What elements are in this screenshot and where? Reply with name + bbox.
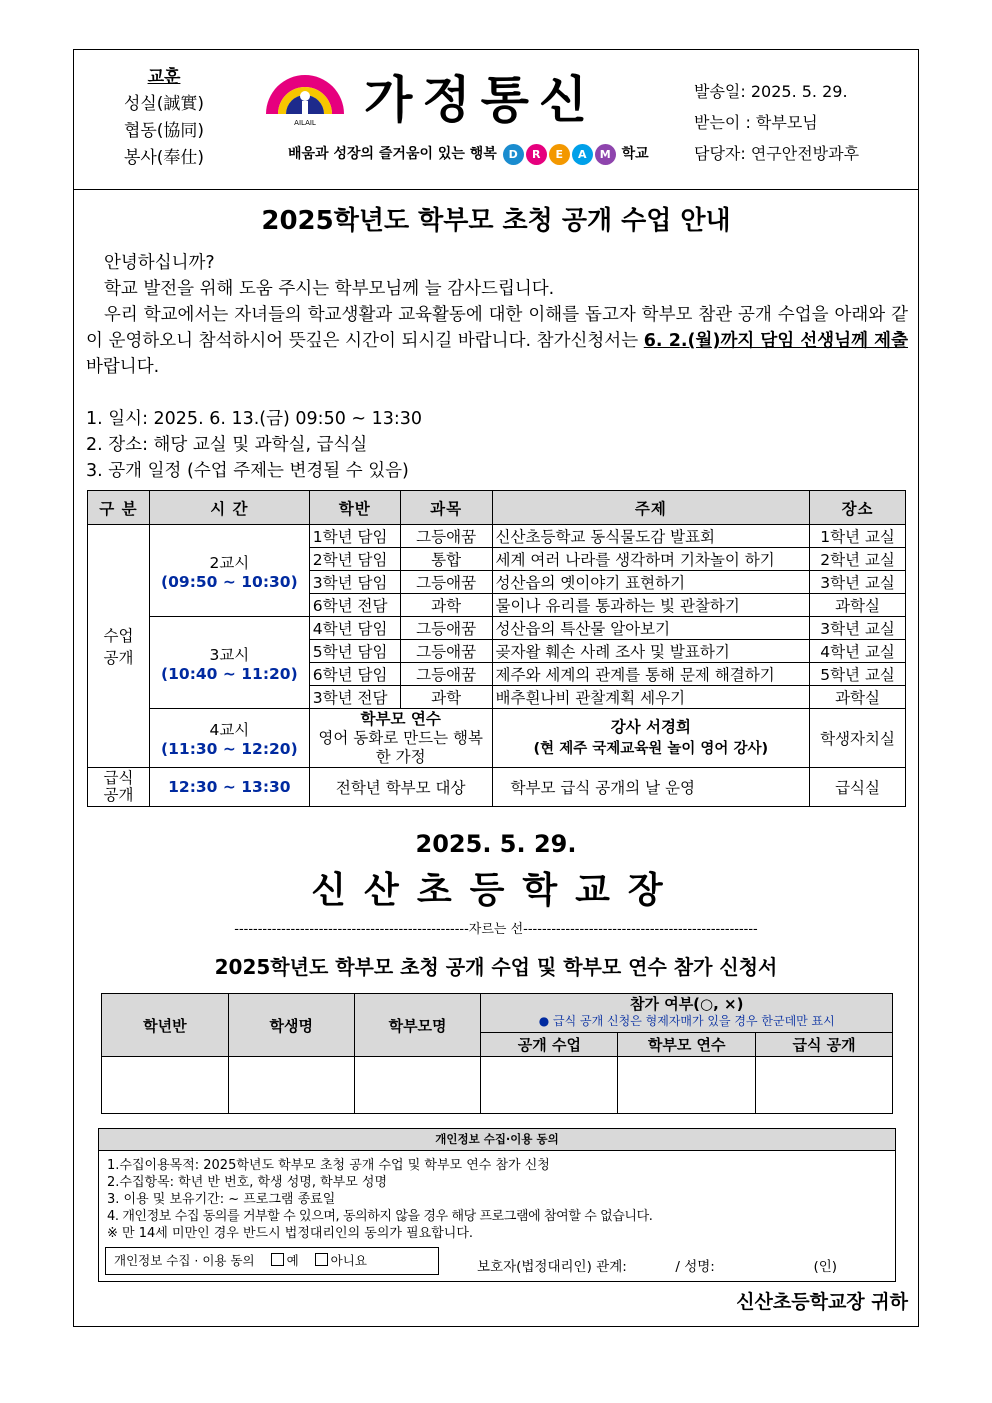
row-class: 4학년 담임 bbox=[309, 617, 400, 640]
consent-agree-box bbox=[105, 1247, 439, 1275]
dream-letter: M bbox=[595, 144, 616, 165]
brand-title: 가정통신 bbox=[364, 70, 598, 129]
row-subject: 통합 bbox=[400, 548, 492, 571]
application-form-table bbox=[101, 993, 893, 1114]
row-topic: 세계 여러 나라를 생각하며 기차놀이 하기 bbox=[492, 548, 810, 571]
table-row bbox=[88, 709, 906, 768]
row-place: 3학년 교실 bbox=[810, 617, 906, 640]
motto-title: 교훈 bbox=[147, 67, 181, 87]
input-class-open[interactable] bbox=[481, 1057, 618, 1114]
lecturer: 강사 서경희 bbox=[610, 718, 691, 736]
period-time: (10:40 ~ 11:20) bbox=[161, 664, 298, 683]
training-title: 학부모 연수 bbox=[360, 709, 441, 728]
closing-date: 2025. 5. 29. bbox=[415, 830, 577, 858]
lunch-time: 12:30 ~ 13:30 bbox=[149, 768, 309, 807]
attend-label: 참가 여부(○, ×) bbox=[630, 995, 744, 1013]
col-topic: 주제 bbox=[492, 491, 810, 525]
row-place: 2학년 교실 bbox=[810, 548, 906, 571]
manager: 담당자: 연구안전방과후 bbox=[694, 144, 860, 163]
cut-line: --------------------------------------------------자르는 선-------------------------------------------------- bbox=[234, 922, 758, 937]
row-class: 3학년 전담 bbox=[309, 686, 400, 709]
school-logo-icon bbox=[262, 66, 348, 128]
row-topic: 성산읍의 옛이야기 표현하기 bbox=[492, 571, 810, 594]
agree-no-checkbox[interactable] bbox=[315, 1253, 328, 1266]
recipient: 받는이 : 학부모님 bbox=[694, 113, 818, 132]
notice-body bbox=[86, 250, 908, 380]
slogan bbox=[288, 143, 649, 165]
schedule-header-row bbox=[88, 491, 906, 525]
col-student: 학생명 bbox=[228, 994, 354, 1057]
send-date: 발송일: 2025. 5. 29. bbox=[694, 82, 848, 101]
row-place: 과학실 bbox=[810, 686, 906, 709]
row-topic: 성산읍의 특산물 알아보기 bbox=[492, 617, 810, 640]
notice-items bbox=[86, 406, 422, 484]
dream-letter: D bbox=[503, 144, 524, 165]
row-topic: 곶자왈 훼손 사례 조사 및 발표하기 bbox=[492, 640, 810, 663]
col-class: 학반 bbox=[309, 491, 400, 525]
period-label: 3교시 bbox=[209, 645, 250, 664]
seal-mark: (인) bbox=[813, 1259, 838, 1275]
row-topic: 물이나 유리를 통과하는 빛 관찰하기 bbox=[492, 594, 810, 617]
dream-badges bbox=[502, 144, 617, 165]
row-class: 1학년 담임 bbox=[309, 525, 400, 548]
lunch-target: 전학년 학부모 대상 bbox=[309, 768, 492, 807]
agree-label: 개인정보 수집 · 이용 동의 bbox=[114, 1253, 255, 1268]
consent-line: 3. 이용 및 보유기간: ~ 프로그램 종료일 bbox=[107, 1192, 336, 1207]
period-label: 2교시 bbox=[209, 553, 250, 572]
row-topic: 제주와 세계의 관계를 통해 문제 해결하기 bbox=[492, 663, 810, 686]
input-class[interactable] bbox=[102, 1057, 229, 1114]
item-date: 1. 일시: 2025. 6. 13.(금) 09:50 ~ 13:30 bbox=[86, 409, 423, 429]
period-3 bbox=[149, 617, 309, 709]
guardian-line bbox=[477, 1255, 837, 1275]
consent-line: 2.수집항목: 학년 반 번호, 학생 성명, 학부모 성명 bbox=[107, 1175, 388, 1190]
schedule-table bbox=[87, 490, 906, 807]
school-motto bbox=[104, 64, 224, 172]
sub-col-training: 학부모 연수 bbox=[618, 1033, 756, 1057]
input-student[interactable] bbox=[228, 1057, 354, 1114]
dream-letter: R bbox=[526, 144, 547, 165]
consent-title: 개인정보 수집·이용 동의 bbox=[99, 1129, 895, 1151]
guardian-relation-label: 보호자(법정대리인) 관계: bbox=[477, 1259, 627, 1275]
row-subject: 그등애꿈 bbox=[400, 525, 492, 548]
consent-line: 1.수집이용목적: 2025학년도 학부모 초청 공개 수업 및 학부모 연수 참가 신청 bbox=[107, 1158, 550, 1173]
training-place: 학생자치실 bbox=[810, 709, 906, 768]
lunch-label: 급식 공개 bbox=[88, 768, 150, 807]
col-parent: 학부모명 bbox=[354, 994, 481, 1057]
input-training[interactable] bbox=[618, 1057, 756, 1114]
row-subject: 과학 bbox=[400, 594, 492, 617]
row-class: 6학년 전담 bbox=[309, 594, 400, 617]
period-time: (11:30 ~ 12:20) bbox=[161, 740, 298, 758]
agree-yes-label: 예 bbox=[286, 1253, 299, 1268]
row-class: 3학년 담임 bbox=[309, 571, 400, 594]
row-place: 5학년 교실 bbox=[810, 663, 906, 686]
period-4 bbox=[149, 709, 309, 768]
motto-item: 봉사(奉仕) bbox=[123, 148, 205, 168]
row-subject: 그등애꿈 bbox=[400, 640, 492, 663]
col-category: 구 분 bbox=[88, 491, 150, 525]
training-desc: 영어 동화로 만드는 행복한 가정 bbox=[318, 728, 483, 766]
logo-text: AILAIL bbox=[294, 119, 316, 127]
col-place: 장소 bbox=[810, 491, 906, 525]
input-lunch[interactable] bbox=[756, 1057, 893, 1114]
row-class: 5학년 담임 bbox=[309, 640, 400, 663]
main-paragraph bbox=[86, 302, 908, 380]
row-place: 과학실 bbox=[810, 594, 906, 617]
agree-no-label: 아니요 bbox=[330, 1253, 367, 1268]
slogan-text: 배움과 성장의 즐거움이 있는 행복 bbox=[288, 146, 497, 162]
notice-title: 2025학년도 학부모 초청 공개 수업 안내 bbox=[261, 206, 731, 236]
table-row bbox=[88, 525, 906, 548]
row-class: 2학년 담임 bbox=[309, 548, 400, 571]
document-frame bbox=[73, 49, 919, 1327]
training-cell bbox=[309, 709, 492, 768]
slogan-end: 학교 bbox=[621, 146, 649, 162]
consent-body bbox=[99, 1151, 895, 1242]
consent-line: ※ 만 14세 미만인 경우 반드시 법정대리인의 동의가 필요합니다. bbox=[107, 1226, 474, 1241]
col-attend bbox=[481, 994, 893, 1033]
agree-yes-checkbox[interactable] bbox=[271, 1253, 284, 1266]
row-subject: 그등애꿈 bbox=[400, 663, 492, 686]
col-time: 시 간 bbox=[149, 491, 309, 525]
item-schedule: 3. 공개 일정 (수업 주제는 변경될 수 있음) bbox=[86, 461, 409, 481]
sub-col-lunch: 급식 공개 bbox=[756, 1033, 893, 1057]
input-parent[interactable] bbox=[354, 1057, 481, 1114]
guardian-name-label: / 성명: bbox=[675, 1259, 715, 1275]
main-text: 우리 학교에서는 자녀들의 학교생활과 교육활동에 대한 이해를 돕고자 학부모 참관 공개 수업을 아래와 같이 운영하오니 참석하시어 뜻깊은 시간이 되시길 바랍니다. 참가신청서는 bbox=[86, 305, 908, 351]
row-place: 4학년 교실 bbox=[810, 640, 906, 663]
sub-col-class-open: 공개 수업 bbox=[481, 1033, 618, 1057]
lunch-place: 급식실 bbox=[810, 768, 906, 807]
row-subject: 그등애꿈 bbox=[400, 617, 492, 640]
greeting: 안녕하십니까? bbox=[104, 253, 215, 273]
consent-line: 4. 개인정보 수집 동의를 거부할 수 있으며, 동의하지 않을 경우 해당 프로그램에 참여할 수 없습니다. bbox=[107, 1209, 653, 1224]
form-title: 2025학년도 학부모 초청 공개 수업 및 학부모 연수 참가 신청서 bbox=[214, 955, 778, 979]
table-row bbox=[88, 768, 906, 807]
row-place: 3학년 교실 bbox=[810, 571, 906, 594]
row-subject: 과학 bbox=[400, 686, 492, 709]
class-open-label: 수업 공개 bbox=[88, 525, 150, 768]
period-2 bbox=[149, 525, 309, 617]
col-class: 학년반 bbox=[102, 994, 229, 1057]
greeting: 학교 발전을 위해 도움 주시는 학부모님께 늘 감사드립니다. bbox=[104, 279, 555, 299]
lecturer-info: (현 제주 국제교육원 놀이 영어 강사) bbox=[533, 741, 769, 757]
period-time: (09:50 ~ 10:30) bbox=[161, 572, 298, 591]
row-subject: 그등애꿈 bbox=[400, 571, 492, 594]
row-topic: 신산초등학교 동식물도감 발표회 bbox=[492, 525, 810, 548]
lunch-topic: 학부모 급식 공개의 날 운영 bbox=[492, 768, 810, 807]
row-place: 1학년 교실 bbox=[810, 525, 906, 548]
table-row bbox=[88, 617, 906, 640]
row-class: 6학년 담임 bbox=[309, 663, 400, 686]
lecturer-cell bbox=[492, 709, 810, 768]
deadline: 6. 2.(월)까지 담임 선생님께 제출 bbox=[643, 331, 908, 351]
item-place: 2. 장소: 해당 교실 및 과학실, 급식실 bbox=[86, 435, 368, 455]
attend-note: ● 급식 공개 신청은 형제자매가 있을 경우 한군데만 표시 bbox=[538, 1014, 835, 1028]
main-end: 바랍니다. bbox=[86, 357, 160, 377]
dream-letter: A bbox=[572, 144, 593, 165]
period-label: 4교시 bbox=[209, 721, 250, 739]
letter-meta bbox=[694, 76, 859, 169]
privacy-consent-box bbox=[98, 1128, 896, 1282]
principal-name: 신산초등학교장 bbox=[311, 870, 681, 911]
motto-item: 성실(誠實) bbox=[123, 94, 205, 114]
dream-letter: E bbox=[549, 144, 570, 165]
row-topic: 배추흰나비 관찰계획 세우기 bbox=[492, 686, 810, 709]
addressee: 신산초등학교장 귀하 bbox=[736, 1291, 908, 1313]
motto-item: 협동(協同) bbox=[123, 121, 205, 141]
letterhead bbox=[74, 50, 918, 190]
col-subject: 과목 bbox=[400, 491, 492, 525]
